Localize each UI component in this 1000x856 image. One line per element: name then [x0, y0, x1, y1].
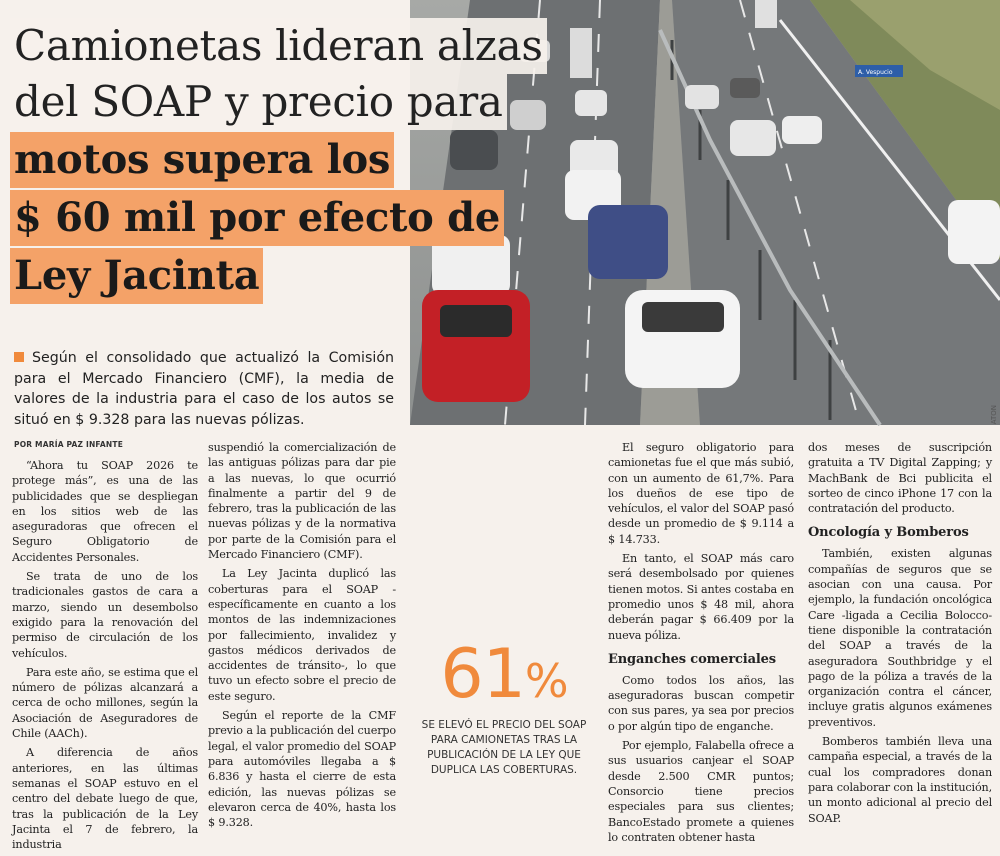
square-bullet-icon: [14, 352, 24, 362]
headline-line-4: $ 60 mil por efecto de: [10, 190, 504, 246]
paragraph: Para este año, se estima que el número de pólizas alcanzará a cerca de ocho millones, según la Asociación de Aseguradores de Chile (AACh).: [12, 665, 198, 741]
headline-line-1: Camionetas lideran alzas: [10, 18, 547, 74]
stat-unit: %: [524, 654, 568, 708]
article-column-2: [208, 440, 396, 834]
subhead-enganches: Enganches comerciales: [608, 651, 776, 667]
article-column-3: [608, 440, 794, 849]
paragraph: Como todos los años, las aseguradoras buscan competir con sus pares, ya sea por precios o por algún tipo de enganche.: [608, 673, 794, 733]
stat-caption: SE ELEVÓ EL PRECIO DEL SOAP PARA CAMIONETAS TRAS LA PUBLICACIÓN DE LA LEY QUE DUPLICA LAS COBERTURAS.: [421, 719, 587, 776]
stat-callout: [410, 635, 598, 778]
stat-number: [410, 635, 598, 716]
summary-text: Según el consolidado que actualizó la Comisión para el Mercado Financiero (CMF), la media de valores de la industria para el caso de los autos se situó en $ 9.328 para las nuevas pólizas.: [14, 350, 394, 428]
paragraph: A diferencia de años anteriores, en las últimas semanas el SOAP estuvo en el centro del debate luego de que, tras la publicación de la Ley Jacinta el 7 de febrero, la industria: [12, 746, 198, 852]
subhead-oncologia: Oncología y Bomberos: [808, 525, 969, 541]
photo-credit: ATON: [990, 405, 998, 425]
paragraph: En tanto, el SOAP más caro será desembolsado por quienes tienen motos. Si antes costaba en promedio unos $ 48 mil, ahora deberán pagar $ 66.409 por la nueva póliza.: [608, 552, 794, 642]
paragraph: Se trata de uno de los tradicionales gastos de cara a marzo, siendo un desembolso exigido para la renovación del permiso de circulación de los vehículos.: [12, 570, 198, 660]
paragraph: También, existen algunas compañías de seguros que se asocian con una causa. Por ejemplo, la fundación oncológica Care -ligada a Cecilia Bolocco- tiene disponible la contratación del SOAP a través de la aseguradora Southbridge y el pago de la póliza a través de la organización contra el cáncer, incluye gratis algunos exámenes preventivos.: [808, 547, 992, 729]
headline-line-3: motos supera los: [10, 132, 394, 188]
headline-line-2: del SOAP y precio para: [10, 74, 507, 130]
headline: [10, 18, 570, 304]
headline-line-5: Ley Jacinta: [10, 248, 263, 304]
paragraph: suspendió la comercialización de las antiguas pólizas para dar pie a las nuevas, lo que ocurrió finalmente a partir del 9 de febrero, tras la publicación de las nuevas pólizas y de la normativa por parte de la Comisión para el Mercado Financiero (CMF).: [208, 441, 396, 562]
paragraph: Según el reporte de la CMF previo a la publicación del cuerpo legal, el valor promedio del SOAP para automóviles llegaba a $ 6.836 y hasta el cierre de esta edición, las nuevas pólizas se elevaron cerca de 40%, hasta los $ 9.328.: [208, 709, 396, 830]
byline: POR MARÍA PAZ INFANTE: [14, 440, 124, 449]
paragraph: “Ahora tu SOAP 2026 te protege más”, es una de las publicidades que se despliegan en los sitios web de las aseguradoras que ofrecen el Seguro Obligatorio de Accidentes Personales.: [12, 459, 198, 564]
road-sign-text: A. Vespucio: [858, 69, 893, 76]
paragraph: dos meses de suscripción gratuita a TV Digital Zapping; y MachBank de Bci publicita el sorteo de cinco iPhone 17 con la contratación del producto.: [808, 441, 992, 516]
summary-lead: [14, 348, 394, 430]
article-column-1: [12, 458, 198, 856]
paragraph: El seguro obligatorio para camionetas fue el que más subió, con un aumento de 61,7%. Para los dueños de ese tipo de vehículos, el valor del SOAP pasó desde un promedio de $ 9.114 a $ 14.733.: [608, 441, 794, 546]
paragraph: La Ley Jacinta duplicó las coberturas para el SOAP -específicamente en cuanto a los montos de las indemnizaciones por fallecimiento, invalidez y gastos médicos derivados de accidentes de tránsito-, lo que tuvo un efecto sobre el precio de este seguro.: [208, 567, 396, 703]
article-column-4: [808, 440, 992, 830]
paragraph: Por ejemplo, Falabella ofrece a sus usuarios canjear el SOAP desde 2.500 CMR puntos; Consorcio tiene precios especiales para sus clientes; BancoEstado promete a quienes lo contraten obtener hasta: [608, 739, 794, 844]
stat-value: 61: [440, 635, 525, 714]
paragraph: Bomberos también lleva una campaña especial, a través de la cual los compradores donan para colaborar con la institución, un monto adicional al precio del SOAP.: [808, 735, 992, 825]
